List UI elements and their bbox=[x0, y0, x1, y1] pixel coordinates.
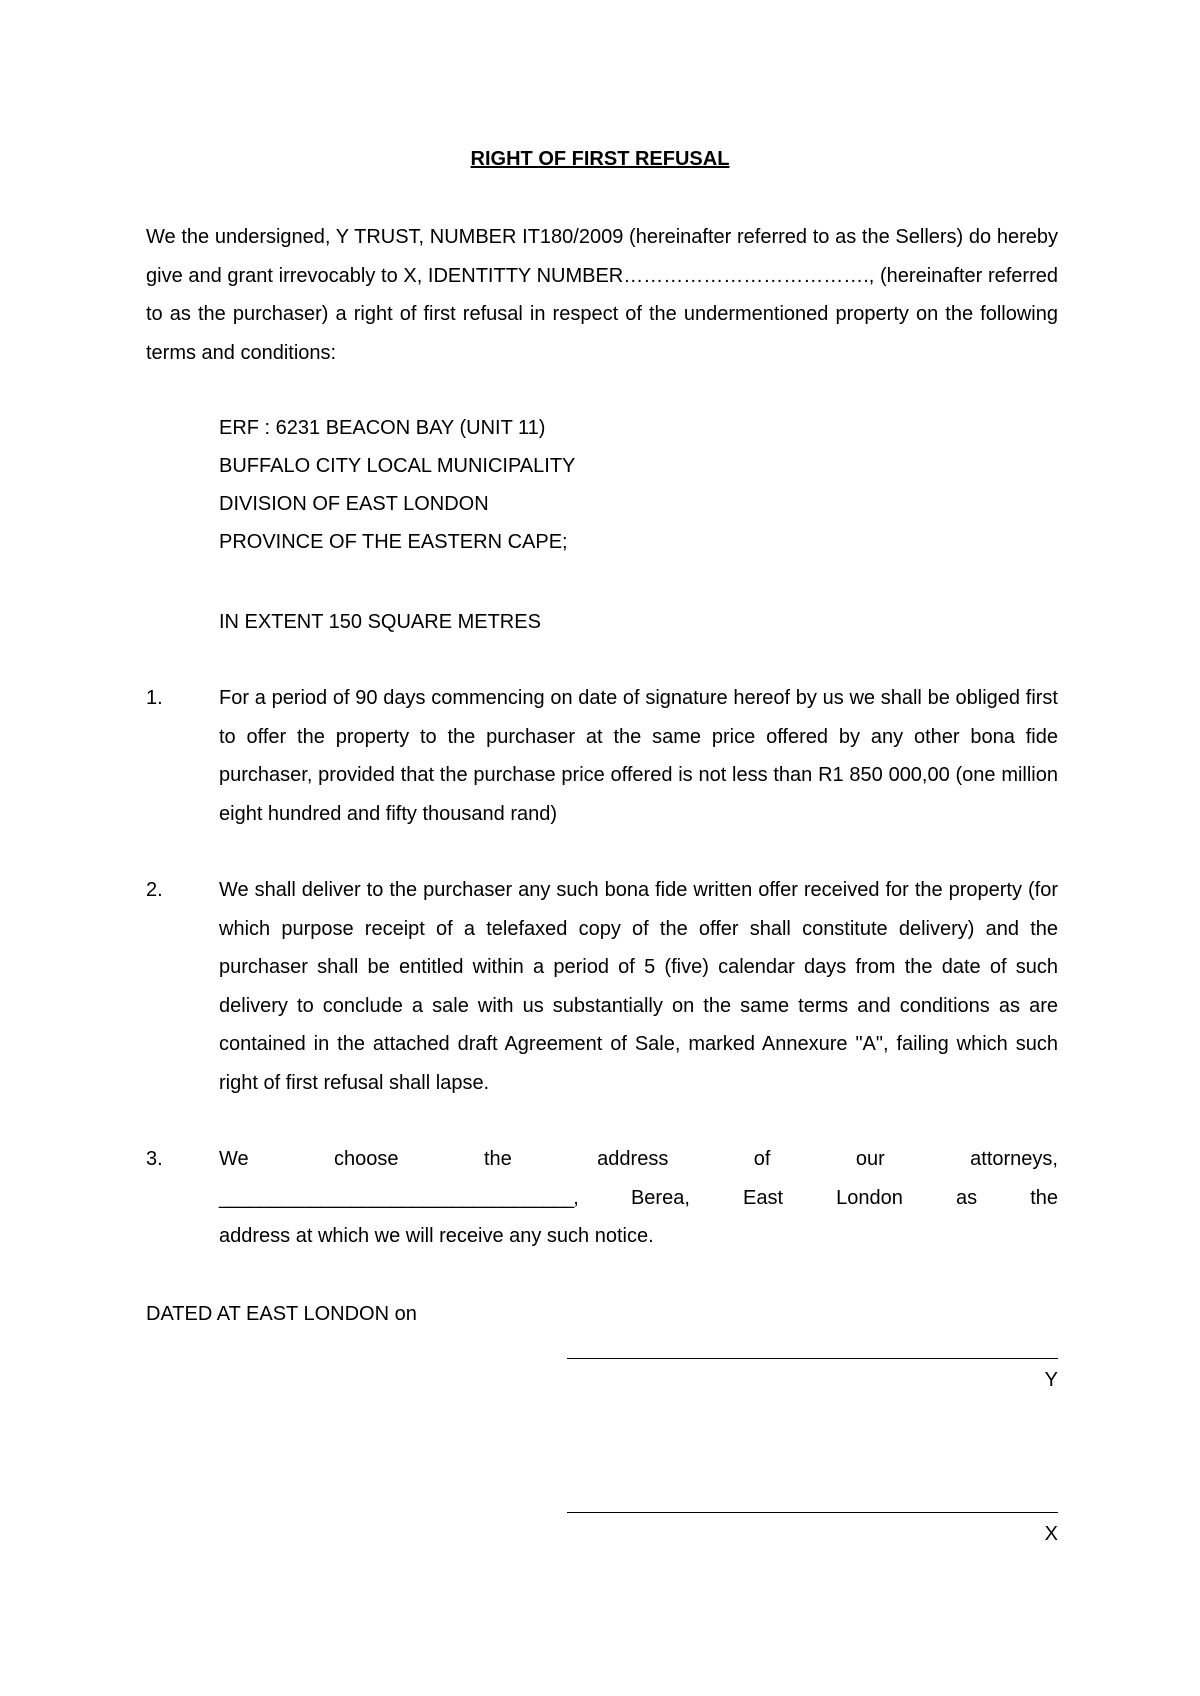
word: choose bbox=[334, 1148, 399, 1170]
word: Berea, bbox=[630, 1186, 690, 1209]
word: as bbox=[955, 1186, 978, 1209]
signatory-name: X bbox=[1044, 1523, 1058, 1545]
signature-line bbox=[567, 1358, 1058, 1359]
document-title: RIGHT OF FIRST REFUSAL bbox=[470, 148, 730, 170]
clause-2 bbox=[146, 871, 1058, 1102]
word: London bbox=[836, 1186, 903, 1209]
word: the bbox=[483, 1148, 512, 1170]
word: attorneys, bbox=[970, 1148, 1058, 1170]
word: East bbox=[743, 1186, 784, 1209]
dated-line: DATED AT EAST LONDON on bbox=[146, 1303, 417, 1325]
signature-line bbox=[567, 1512, 1058, 1513]
clause-3-line-3: address at which we will receive any such notice. bbox=[219, 1225, 654, 1247]
clause-3-line-2 bbox=[219, 1179, 1058, 1218]
clause-number: 2. bbox=[146, 879, 163, 901]
clause-text bbox=[219, 1140, 1058, 1256]
word: of bbox=[753, 1148, 771, 1170]
property-description bbox=[219, 409, 575, 561]
property-extent: IN EXTENT 150 SQUARE METRES bbox=[219, 611, 541, 633]
clause-1 bbox=[146, 679, 1058, 833]
clause-number: 1. bbox=[146, 687, 163, 709]
clause-text: For a period of 90 days commencing on date of signature hereof by us we shall be obliged first to offer the property to the purchaser at the same price offered by any other bona fide purchaser, provided that the purchase price offered is not less than R1 850 000,00 (one million eight hundred and fifty thousand rand) bbox=[219, 687, 1058, 825]
intro-paragraph: We the undersigned, Y TRUST, NUMBER IT180/2009 (hereinafter referred to as the Sellers) do hereby give and grant irrevocably to X, IDENTITTY NUMBER………………………………., (hereinafter referred to as the purchaser) a right of first refusal in respect of the undermentioned property on the following terms and conditions: bbox=[146, 226, 1058, 364]
clause-3-line-1 bbox=[219, 1140, 1058, 1179]
signatory-name: Y bbox=[1044, 1369, 1058, 1391]
word: the bbox=[1030, 1186, 1058, 1209]
clause-3 bbox=[146, 1140, 1058, 1256]
signature-block-y bbox=[567, 1358, 1058, 1395]
property-province: PROVINCE OF THE EASTERN CAPE; bbox=[219, 531, 568, 553]
signature-block-x bbox=[567, 1512, 1058, 1549]
property-municipality: BUFFALO CITY LOCAL MUNICIPALITY bbox=[219, 455, 576, 477]
word: We bbox=[219, 1148, 249, 1170]
attorney-address-blank: ___________________________________, bbox=[219, 1186, 578, 1209]
property-division: DIVISION OF EAST LONDON bbox=[219, 493, 489, 515]
word: our bbox=[855, 1148, 885, 1170]
word: address bbox=[597, 1148, 669, 1170]
clause-text: We shall deliver to the purchaser any such bona fide written offer received for the property (for which purpose receipt of a telefaxed copy of the offer shall constitute delivery) and the purchaser shall be entitled within a period of 5 (five) calendar days from the date of such delivery to conclude a sale with us substantially on the same terms and conditions as are contained in the attached draft Agreement of Sale, marked Annexure "A", failing which such right of first refusal shall lapse. bbox=[219, 879, 1058, 1094]
property-erf: ERF : 6231 BEACON BAY (UNIT 11) bbox=[219, 417, 546, 439]
clause-number: 3. bbox=[146, 1148, 163, 1170]
